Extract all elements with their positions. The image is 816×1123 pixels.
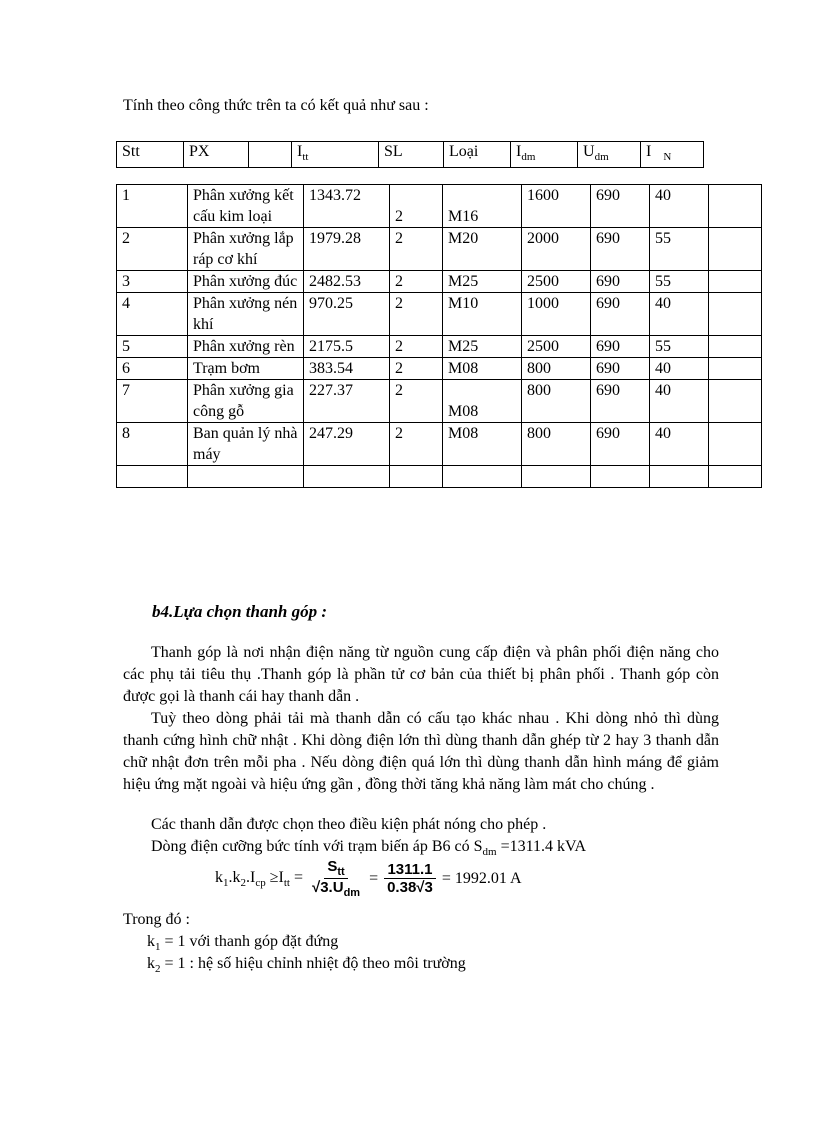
cell-sl: 2 [390,293,443,336]
formula-fraction-1: $\frac{S_{tt}}{√3.U_{dm}}$ [311,858,361,899]
cell-idm: 800 [522,358,591,380]
cell-idm: 2500 [522,271,591,293]
cell-px: Phân xưởng kết cấu kim loại [188,185,304,228]
cell-stt: 3 [117,271,188,293]
header-idm: $I_{dm}$ [511,142,578,168]
cell-empty [650,466,709,488]
cell-loai: M10 [443,293,522,336]
cell-udm: 690 [591,423,650,466]
cell-stt: 5 [117,336,188,358]
table-row [117,271,762,293]
cell-empty [709,185,762,228]
cell-empty [709,336,762,358]
cell-in: 40 [650,293,709,336]
cell-loai: M25 [443,271,522,293]
cell-empty [304,466,390,488]
header-itt: $I_{tt}$ [292,142,379,168]
cell-loai: M08 [443,358,522,380]
cell-empty [591,466,650,488]
header-in: I $_N$ [641,142,704,168]
cell-itt: 970.25 [304,293,390,336]
cell-loai: M08 [443,380,522,423]
cell-sl: 2 [390,336,443,358]
cell-idm: 800 [522,423,591,466]
current-formula [215,858,522,899]
table-header [116,141,704,168]
header-sl: SL [379,142,444,168]
cell-sl: 2 [390,185,443,228]
cell-empty [443,466,522,488]
cell-itt: 383.54 [304,358,390,380]
table-row [117,185,762,228]
cell-stt: 7 [117,380,188,423]
table-row [117,423,762,466]
cell-itt: 1979.28 [304,228,390,271]
cell-itt: 2175.5 [304,336,390,358]
cell-udm: 690 [591,185,650,228]
cell-udm: 690 [591,293,650,336]
data-table [116,184,762,488]
cell-loai: M20 [443,228,522,271]
cell-empty [709,423,762,466]
cell-in: 55 [650,228,709,271]
k2-definition: $k_2 = 1$ : hệ số hiệu chỉnh nhiệt độ theo môi trường [147,955,466,975]
table-row [117,228,762,271]
cell-empty [709,358,762,380]
cell-stt: 8 [117,423,188,466]
cell-empty [390,466,443,488]
cell-empty [709,380,762,423]
table-row [117,293,762,336]
cell-px: Phân xưởng gia công gỗ [188,380,304,423]
cell-sl: 2 [390,423,443,466]
paragraph-3: Các thanh dẫn được chọn theo điều kiện phát nóng cho phép . [151,816,547,833]
cell-sl: 2 [390,358,443,380]
table-row-empty [117,466,762,488]
cell-in: 55 [650,336,709,358]
cell-itt: 1343.72 [304,185,390,228]
paragraph-4: Dòng điện cưỡng bức tính với trạm biến áp B6 có $S_{dm} =1311.4$ kVA [151,838,587,858]
header-stt: Stt [117,142,184,168]
cell-itt: 227.37 [304,380,390,423]
cell-px: Phân xưởng đúc [188,271,304,293]
cell-in: 40 [650,185,709,228]
cell-idm: 800 [522,380,591,423]
cell-empty [709,228,762,271]
cell-stt: 2 [117,228,188,271]
cell-in: 40 [650,358,709,380]
paragraph-2: Tuỳ theo dòng phải tải mà thanh dẫn có cấu tạo khác nhau . Khi dòng nhỏ thì dùng thanh cứng hình chữ nhật . Khi dòng điện lớn thì dùng thanh dẫn ghép từ 2 hay 3 thanh dẫn chữ nhật đơn trên mỗi pha . Nếu dòng điện quá lớn thì dùng thanh dẫn hình máng để giảm hiệu ứng mặt ngoài và hiệu ứng gần , đồng thời tăng khả năng làm mát cho chúng . [123,710,719,793]
cell-px: Phân xưởng rèn [188,336,304,358]
cell-itt: 247.29 [304,423,390,466]
section-heading: b4.Lựa chọn thanh góp : [152,602,328,621]
header-blank [249,142,292,168]
cell-udm: 690 [591,358,650,380]
cell-udm: 690 [591,228,650,271]
cell-empty [522,466,591,488]
k1-definition: $k_1 = 1$ với thanh góp đặt đứng [147,933,339,953]
header-px: PX [184,142,249,168]
table-row [117,336,762,358]
formula-equals: = [369,869,379,887]
formula-lhs: $k_1.k_2.I_{cp} \ge I_{tt}$ = [215,868,303,889]
cell-empty [188,466,304,488]
trong-do-label: Trong đó : [123,911,190,928]
cell-udm: 690 [591,336,650,358]
cell-loai: M25 [443,336,522,358]
table-row [117,358,762,380]
table-row [117,380,762,423]
cell-in: 55 [650,271,709,293]
cell-px: Phân xưởng nén khí [188,293,304,336]
cell-px: Phân xưởng lắp ráp cơ khí [188,228,304,271]
cell-stt: 6 [117,358,188,380]
cell-idm: 2500 [522,336,591,358]
cell-stt: 4 [117,293,188,336]
cell-empty [117,466,188,488]
cell-empty [709,466,762,488]
cell-stt: 1 [117,185,188,228]
cell-idm: 1000 [522,293,591,336]
cell-in: 40 [650,423,709,466]
cell-empty [709,271,762,293]
paragraph-1: Thanh góp là nơi nhận điện năng từ nguồn cung cấp điện và phân phối điện năng cho các phụ tải tiêu thụ .Thanh góp là phần tử cơ bản của thiết bị phân phối . Thanh góp còn được gọi là thanh cái hay thanh dẫn . [123,644,719,705]
cell-itt: 2482.53 [304,271,390,293]
cell-empty [709,293,762,336]
cell-px: Trạm bơm [188,358,304,380]
cell-sl: 2 [390,380,443,423]
cell-sl: 2 [390,271,443,293]
intro-text: Tính theo công thức trên ta có kết quả như sau : [123,97,429,114]
cell-loai: M16 [443,185,522,228]
cell-idm: 1600 [522,185,591,228]
cell-idm: 2000 [522,228,591,271]
cell-sl: 2 [390,228,443,271]
cell-in: 40 [650,380,709,423]
cell-loai: M08 [443,423,522,466]
formula-fraction-2: $\frac{1311.1}{0.38√3}$ [384,861,436,896]
header-loai: Loại [444,142,511,168]
header-udm: $U_{dm}$ [578,142,641,168]
formula-result: = 1992.01 A [441,869,522,887]
cell-udm: 690 [591,380,650,423]
cell-udm: 690 [591,271,650,293]
cell-px: Ban quản lý nhà máy [188,423,304,466]
